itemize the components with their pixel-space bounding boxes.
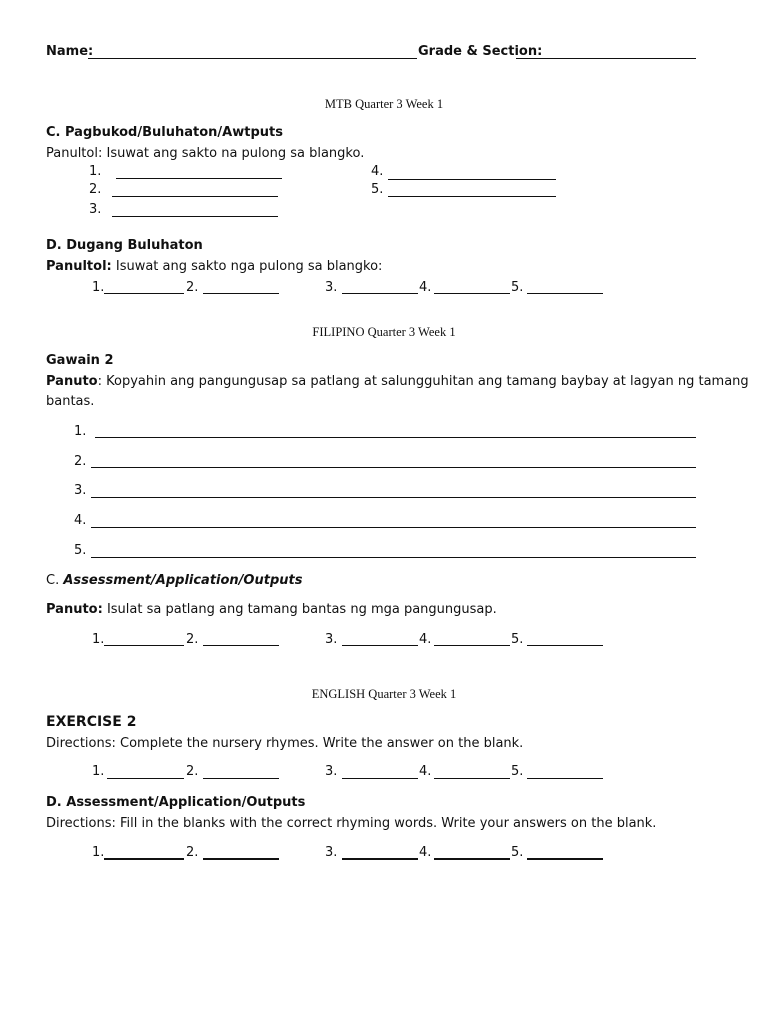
filipino-gawain-blank-3[interactable] [91,497,696,498]
english-exercise-num-3: 3. [325,764,338,779]
filipino-c-heading-prefix: C. [46,573,60,588]
filipino-c-num-2: 2. [186,632,199,647]
mtb-c-blank-4[interactable] [388,179,556,180]
mtb-d-num-5: 5. [511,280,524,295]
filipino-gawain-instr-text: : Kopyahin ang pangungusap sa patlang at salungguhitan ang tamang baybay at lagyan ng tamang [97,374,749,389]
english-exercise-blank-3[interactable] [342,778,418,779]
english-d-num-4: 4. [419,845,432,860]
english-exercise-blank-4[interactable] [434,778,510,779]
mtb-d-num-2: 2. [186,280,199,295]
filipino-gawain-num-5: 5. [74,543,87,558]
mtb-d-blank-5[interactable] [527,293,603,294]
filipino-gawain-instr-label: Panuto [46,374,98,389]
english-exercise-num-5: 5. [511,764,524,779]
mtb-d-blank-4[interactable] [434,293,510,294]
filipino-c-blank-1[interactable] [104,645,184,646]
filipino-gawain-instruction [46,374,749,389]
grade-section-label: Grade & Section: [418,44,543,59]
english-d-num-2: 2. [186,845,199,860]
english-d-blank-1[interactable] [104,858,184,860]
english-exercise-blank-5[interactable] [527,778,603,779]
mtb-d-num-1: 1. [92,280,105,295]
mtb-c-blank-5[interactable] [388,196,556,197]
mtb-d-instr-label: Panultol: [46,259,112,274]
english-d-instruction: Directions: Fill in the blanks with the correct rhyming words. Write your answers on the blank. [46,816,657,831]
mtb-c-num-3: 3. [89,202,102,217]
english-exercise-blank-2[interactable] [203,778,279,779]
filipino-gawain-num-3: 3. [74,483,87,498]
mtb-d-blank-2[interactable] [203,293,279,294]
mtb-d-instr-text: Isuwat ang sakto nga pulong sa blangko: [115,259,383,274]
filipino-gawain-blank-2[interactable] [91,467,696,468]
filipino-c-heading-text: Assessment/Application/Outputs [63,573,303,588]
filipino-gawain-num-2: 2. [74,454,87,469]
english-d-num-3: 3. [325,845,338,860]
english-d-num-5: 5. [511,845,524,860]
filipino-c-instr-text: Isulat sa patlang ang tamang bantas ng mga pangungusap. [106,602,497,617]
name-field[interactable] [88,58,417,59]
mtb-c-num-2: 2. [89,182,102,197]
mtb-d-heading: D. Dugang Buluhaton [46,238,203,253]
mtb-c-num-5: 5. [371,182,384,197]
english-d-blank-5[interactable] [527,858,603,860]
name-label: Name: [46,44,94,59]
filipino-c-num-4: 4. [419,632,432,647]
mtb-title: MTB Quarter 3 Week 1 [324,97,444,111]
english-exercise-blank-1[interactable] [107,778,184,779]
mtb-c-instruction: Panultol: Isuwat ang sakto na pulong sa blangko. [46,146,365,161]
mtb-d-num-3: 3. [325,280,338,295]
mtb-d-num-4: 4. [419,280,432,295]
english-exercise-num-1: 1. [92,764,105,779]
mtb-d-instruction [46,259,382,274]
filipino-c-blank-2[interactable] [203,645,279,646]
mtb-c-num-1: 1. [89,164,102,179]
filipino-gawain-num-1: 1. [74,424,87,439]
english-exercise-num-2: 2. [186,764,199,779]
english-d-num-1: 1. [92,845,105,860]
filipino-gawain-blank-4[interactable] [91,527,696,528]
filipino-c-instruction [46,602,497,617]
english-exercise-instruction: Directions: Complete the nursery rhymes. Write the answer on the blank. [46,736,524,751]
mtb-d-blank-1[interactable] [104,293,184,294]
english-exercise-num-4: 4. [419,764,432,779]
english-exercise-heading: EXERCISE 2 [46,714,137,730]
mtb-c-blank-1[interactable] [116,178,282,179]
filipino-c-heading [46,573,302,588]
filipino-c-num-5: 5. [511,632,524,647]
english-d-blank-3[interactable] [342,858,418,860]
english-d-blank-2[interactable] [203,858,279,860]
filipino-c-num-1: 1. [92,632,105,647]
filipino-gawain-instruction-2: bantas. [46,394,95,409]
mtb-d-blank-3[interactable] [342,293,418,294]
mtb-c-blank-3[interactable] [112,216,278,217]
filipino-c-blank-3[interactable] [342,645,418,646]
filipino-c-num-3: 3. [325,632,338,647]
filipino-gawain-num-4: 4. [74,513,87,528]
english-d-heading: D. Assessment/Application/Outputs [46,795,306,810]
filipino-c-blank-5[interactable] [527,645,603,646]
filipino-gawain-blank-1[interactable] [95,437,696,438]
english-title: ENGLISH Quarter 3 Week 1 [311,687,457,701]
mtb-c-num-4: 4. [371,164,384,179]
filipino-gawain-heading: Gawain 2 [46,353,114,368]
filipino-c-blank-4[interactable] [434,645,510,646]
filipino-gawain-blank-5[interactable] [91,557,696,558]
mtb-c-heading: C. Pagbukod/Buluhaton/Awtputs [46,125,283,140]
filipino-title: FILIPINO Quarter 3 Week 1 [312,325,456,339]
english-d-blank-4[interactable] [434,858,510,860]
mtb-c-blank-2[interactable] [112,196,278,197]
grade-section-field[interactable] [516,58,696,59]
filipino-c-instr-label: Panuto: [46,602,103,617]
